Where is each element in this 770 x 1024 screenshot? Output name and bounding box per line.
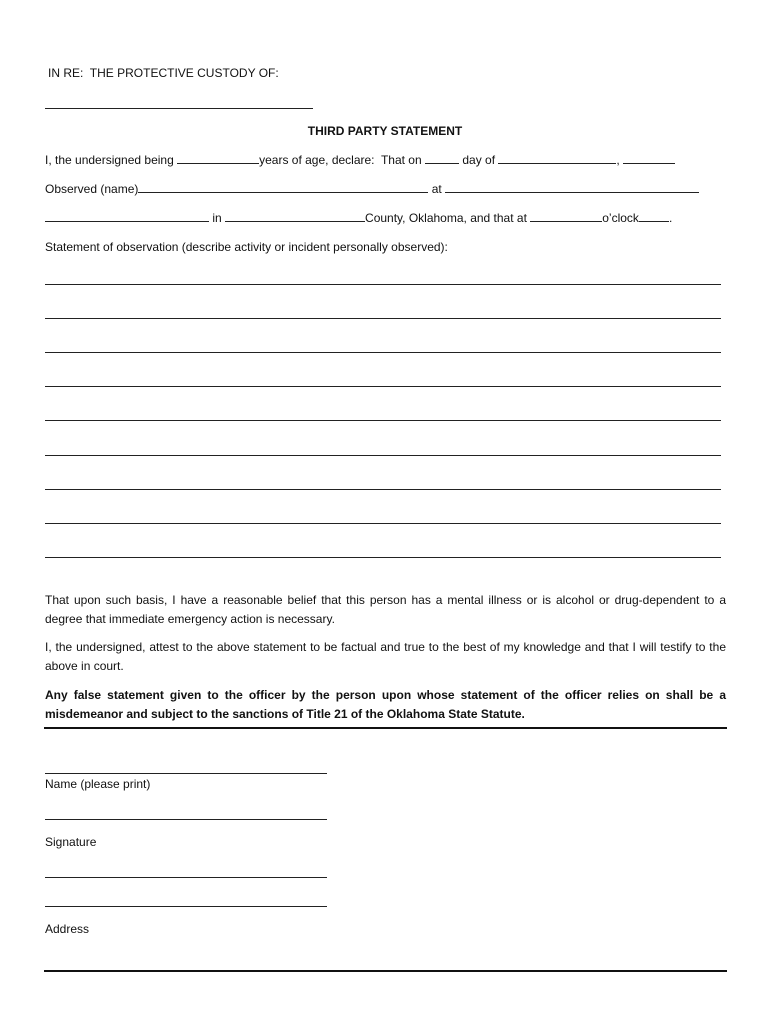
statement-line[interactable]: [45, 386, 721, 387]
belief-paragraph: That upon such basis, I have a reasonable belief that this person has a mental illness or is alcohol or drug-dependent to a degree that immediate emergency action is necessary.: [45, 593, 726, 626]
age-field[interactable]: [177, 153, 259, 164]
time-field[interactable]: [530, 211, 602, 222]
county-label: County, Oklahoma, and that at: [365, 211, 527, 225]
section-divider: [44, 727, 727, 729]
attest-paragraph: I, the undersigned, attest to the above statement to be factual and true to the best of my knowledge and that I will testify to the above in court.: [45, 640, 726, 673]
warning-paragraph: Any false statement given to the officer by the person upon whose statement of the officer relies on shall be a misdemeanor and subject to the sanctions of Title 21 of the Oklahoma State Statute.: [45, 688, 726, 721]
name-field[interactable]: [45, 773, 327, 774]
month-field[interactable]: [498, 153, 616, 164]
statement-line[interactable]: [45, 284, 721, 285]
statement-line[interactable]: [45, 318, 721, 319]
ampm-field[interactable]: [639, 211, 669, 222]
year-field[interactable]: [623, 153, 675, 164]
declaration-text-4: ,: [616, 153, 620, 167]
location-field[interactable]: [445, 182, 699, 193]
statement-line[interactable]: [45, 557, 721, 558]
statement-line[interactable]: [45, 420, 721, 421]
signature-label: Signature: [45, 835, 97, 849]
county-field[interactable]: [225, 211, 365, 222]
declaration-period: .: [668, 211, 673, 225]
declaration-text-3: day of: [462, 153, 496, 167]
bottom-divider: [44, 970, 727, 972]
declaration-line-2: [45, 182, 699, 196]
place-field[interactable]: [45, 211, 209, 222]
statement-line[interactable]: [45, 489, 721, 490]
document-title: THIRD PARTY STATEMENT: [307, 124, 463, 138]
in-re-heading: IN RE: THE PROTECTIVE CUSTODY OF:: [48, 66, 279, 80]
oclock-label: o’clock: [602, 211, 639, 225]
statement-label: Statement of observation (describe activity or incident personally observed):: [45, 240, 448, 254]
declaration-line-3: [45, 211, 672, 225]
custody-name-field[interactable]: [45, 108, 313, 109]
statement-line[interactable]: [45, 523, 721, 524]
declaration-line-1: [45, 153, 675, 167]
day-field[interactable]: [425, 153, 459, 164]
signature-field[interactable]: [45, 819, 327, 820]
address-field-1[interactable]: [45, 877, 327, 878]
statement-line[interactable]: [45, 455, 721, 456]
declaration-text-2: years of age, declare: That on: [259, 153, 422, 167]
declaration-text-1: I, the undersigned being: [45, 153, 174, 167]
name-label: Name (please print): [45, 777, 151, 791]
observed-label: Observed (name): [45, 182, 139, 196]
address-label: Address: [45, 922, 90, 936]
at-label: at: [431, 182, 442, 196]
in-label: in: [212, 211, 222, 225]
statement-line[interactable]: [45, 352, 721, 353]
observed-name-field[interactable]: [138, 182, 428, 193]
address-field-2[interactable]: [45, 906, 327, 907]
